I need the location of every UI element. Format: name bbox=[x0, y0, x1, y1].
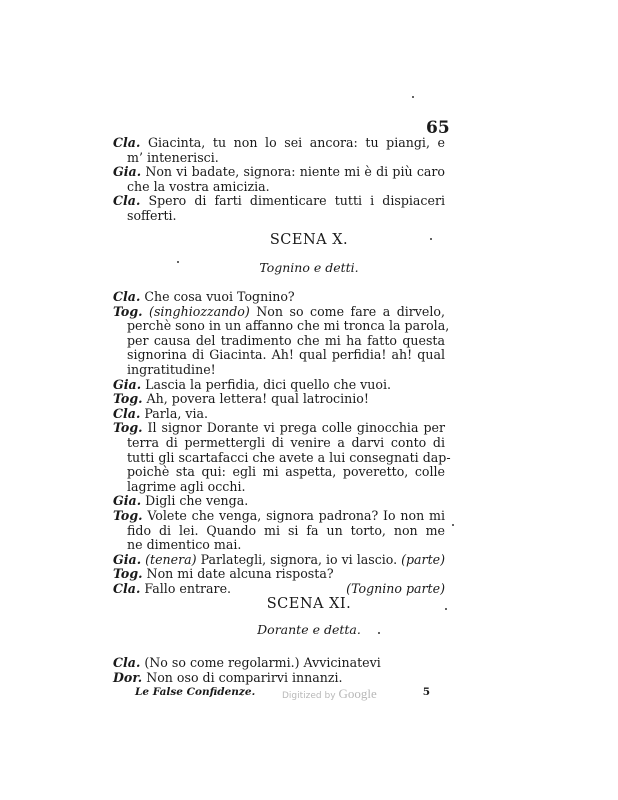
dialogue-line bbox=[113, 392, 445, 407]
dialogue-line bbox=[113, 348, 445, 363]
line-text: per causa del tradimento che mi ha fatto questa bbox=[127, 332, 445, 348]
dialogue-line bbox=[113, 136, 445, 151]
scene-10-characters: Tognino e detti. bbox=[259, 260, 359, 275]
line-text: (No so come regolarmi.) Avvicinatevi bbox=[144, 655, 381, 670]
dialogue-line bbox=[113, 305, 445, 320]
stage-direction: (singhiozzando) bbox=[149, 303, 250, 319]
print-speck bbox=[445, 608, 447, 610]
line-text: m’ intenerisci. bbox=[127, 149, 219, 165]
dialogue-block-3 bbox=[113, 656, 445, 685]
print-speck bbox=[452, 524, 454, 526]
speaker-label: Tog. bbox=[113, 507, 143, 523]
page-number: 65 bbox=[426, 118, 450, 138]
line-text: ne dimentico mai. bbox=[127, 537, 242, 553]
speaker-label: Tog. bbox=[113, 303, 143, 319]
line-text: Non mi date alcuna risposta? bbox=[146, 566, 334, 582]
dialogue-line bbox=[113, 363, 445, 378]
speaker-label: Cla. bbox=[113, 655, 141, 670]
speaker-label: Dor. bbox=[113, 669, 143, 685]
line-text: Fallo entrare. bbox=[144, 580, 232, 596]
dialogue-block-1 bbox=[113, 136, 445, 224]
dialogue-line bbox=[113, 165, 445, 180]
dialogue-line bbox=[113, 436, 445, 451]
dialogue-line bbox=[113, 465, 445, 480]
dialogue-line bbox=[113, 334, 445, 349]
line-text: signorina di Giacinta. Ah! qual perfidia! ah! qual bbox=[127, 347, 445, 363]
line-text: ingratitudine! bbox=[127, 361, 216, 377]
book-title: Le False Confidenze. bbox=[135, 686, 256, 698]
speaker-label: Cla. bbox=[113, 405, 141, 421]
line-text: Non vi badate, signora: niente mi è di più caro bbox=[145, 164, 445, 180]
print-speck bbox=[177, 261, 179, 263]
dialogue-line bbox=[113, 318, 450, 334]
scene-11-characters: Dorante e detta. bbox=[257, 622, 361, 637]
dialogue-line bbox=[113, 553, 445, 568]
print-speck bbox=[378, 632, 380, 634]
line-text: Parlategli, signora, io vi lascio. bbox=[200, 551, 398, 567]
speaker-label: Gia. bbox=[113, 551, 142, 567]
exit-note: (parte) bbox=[401, 551, 445, 567]
scene-10-title: SCENA X. bbox=[269, 232, 349, 248]
line-text: Il signor Dorante vi prega colle ginocchia per bbox=[147, 420, 445, 436]
watermark-prefix: Digitized by bbox=[282, 691, 336, 701]
dialogue-line bbox=[113, 494, 445, 509]
dialogue-line bbox=[113, 407, 445, 422]
dialogue-line bbox=[113, 656, 445, 671]
dialogue-line bbox=[113, 151, 445, 166]
print-speck bbox=[412, 96, 414, 98]
line-text: lagrime agli occhi. bbox=[127, 478, 246, 494]
page-footer bbox=[135, 686, 430, 700]
dialogue-line bbox=[113, 180, 445, 195]
line-text: Parla, via. bbox=[144, 405, 209, 421]
dialogue-line bbox=[113, 524, 445, 539]
line-text: perchè sono in un affanno che mi tronca la parola, bbox=[127, 318, 450, 334]
exit-note: (Tognino parte) bbox=[346, 580, 445, 596]
speaker-label: Cla. bbox=[113, 289, 141, 304]
digitization-watermark bbox=[282, 686, 377, 702]
speaker-label: Tog. bbox=[113, 420, 143, 436]
dialogue-line bbox=[113, 378, 445, 393]
speaker-label: Cla. bbox=[113, 193, 141, 209]
signature-mark: 5 bbox=[422, 686, 430, 698]
line-text: Lascia la perfidia, dici quello che vuoi. bbox=[145, 376, 392, 392]
dialogue-line bbox=[113, 290, 445, 305]
speaker-label: Tog. bbox=[113, 566, 143, 582]
dialogue-line bbox=[113, 538, 445, 553]
line-text: che la vostra amicizia. bbox=[127, 178, 270, 194]
line-text: fido di lei. Quando mi si fa un torto, non me bbox=[127, 522, 445, 538]
speaker-label: Tog. bbox=[113, 391, 143, 407]
dialogue-block-2 bbox=[113, 289, 451, 596]
line-text: Digli che venga. bbox=[145, 493, 249, 509]
speaker-label: Gia. bbox=[113, 164, 142, 180]
dialogue-line bbox=[113, 509, 445, 524]
line-text: poichè sta qui: egli mi aspetta, poveretto, colle bbox=[127, 464, 445, 480]
dialogue-line bbox=[113, 671, 445, 686]
dialogue-line bbox=[113, 194, 445, 209]
dialogue-line bbox=[113, 567, 445, 582]
watermark-brand: Google bbox=[338, 686, 377, 701]
dialogue-line bbox=[113, 209, 445, 224]
line-text: Volete che venga, signora padrona? Io non mi bbox=[147, 507, 445, 523]
dialogue-line bbox=[113, 582, 445, 597]
line-text: Non oso di comparirvi innanzi. bbox=[146, 669, 343, 685]
line-text: tutti gli scartafacci che avete a lui consegnati dap- bbox=[127, 449, 451, 465]
speaker-label: Cla. bbox=[113, 580, 141, 596]
dialogue-line bbox=[113, 449, 451, 466]
speaker-label: Gia. bbox=[113, 493, 142, 509]
stage-direction: (tenera) bbox=[145, 551, 197, 567]
line-text: sofferti. bbox=[127, 207, 177, 223]
line-text: Che cosa vuoi Tognino? bbox=[144, 289, 295, 304]
line-text: Non so come fare a dirvelo, bbox=[256, 303, 445, 319]
speaker-label: Cla. bbox=[113, 135, 141, 150]
dialogue-line bbox=[113, 480, 445, 495]
line-text: terra di permettergli di venire a darvi conto di bbox=[127, 434, 445, 450]
line-text: Giacinta, tu non lo sei ancora: tu piangi, e bbox=[147, 135, 445, 150]
dialogue-line bbox=[113, 421, 445, 436]
print-speck bbox=[430, 238, 432, 240]
line-text: Spero di farti dimenticare tutti i dispiaceri bbox=[148, 193, 445, 209]
speaker-label: Gia. bbox=[113, 376, 142, 392]
line-text: Ah, povera lettera! qual latrocinio! bbox=[146, 391, 369, 407]
scene-11-title: SCENA XI. bbox=[266, 596, 352, 612]
